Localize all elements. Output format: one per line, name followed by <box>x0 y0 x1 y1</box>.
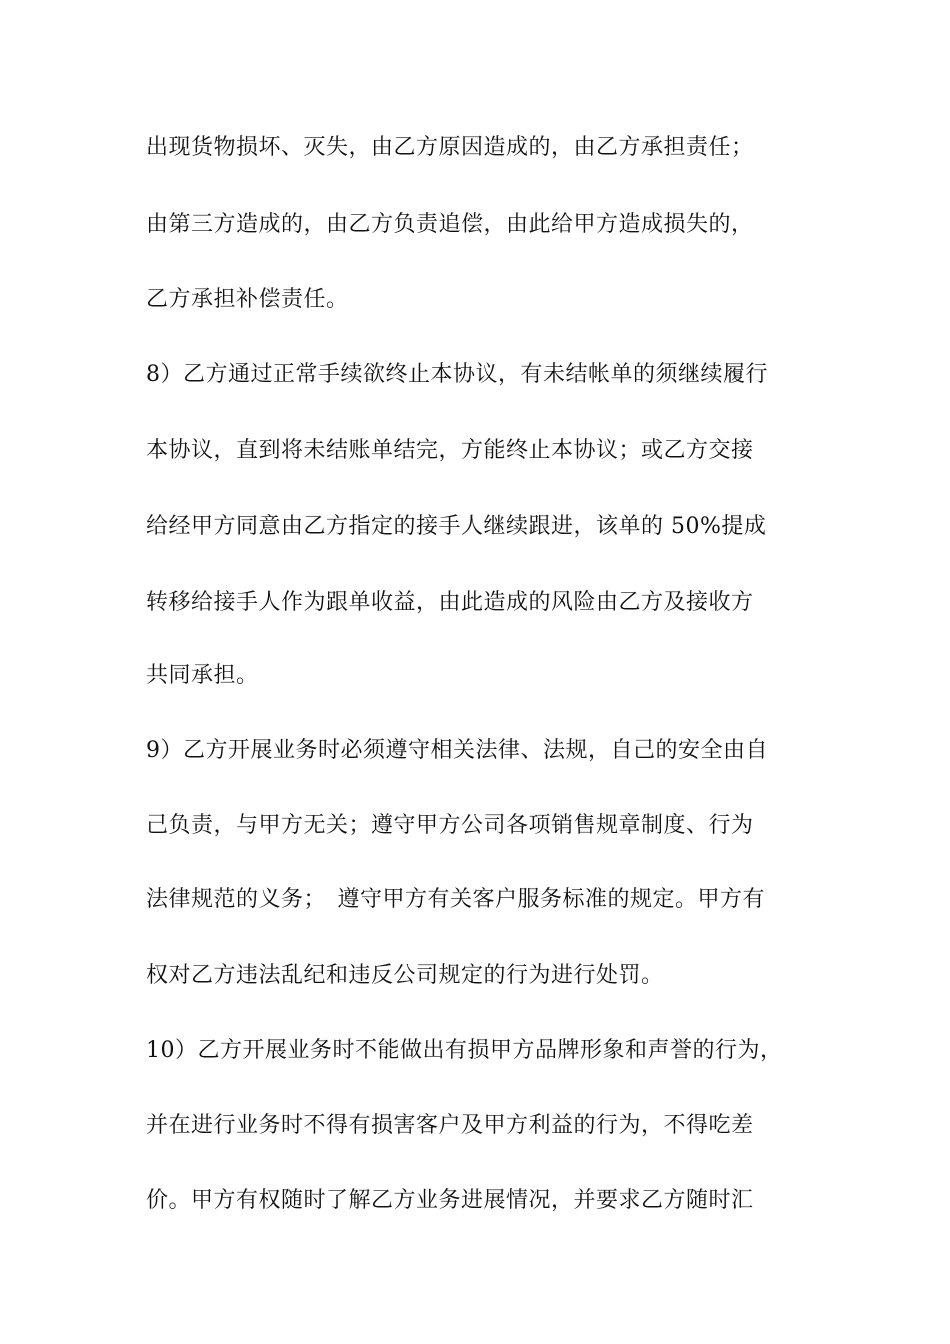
text-line: 己负责，与甲方无关；遵守甲方公司各项销售规章制度、行为 <box>146 813 754 838</box>
text-line: 9）乙方开展业务时必须遵守相关法律、法规，自己的安全由自 <box>146 738 768 763</box>
text-line: 价。甲方有权随时了解乙方业务进展情况，并要求乙方随时汇 <box>146 1188 754 1213</box>
text-line: 给经甲方同意由乙方指定的接手人继续跟进，该单的 50%提成 <box>146 514 767 539</box>
text-line: 出现货物损坏、灭失，由乙方原因造成的，由乙方承担责任； <box>146 135 754 160</box>
text-line: 权对乙方违法乱纪和违反公司规定的行为进行处罚。 <box>146 963 664 988</box>
text-line: 转移给接手人作为跟单收益，由此造成的风险由乙方及接收方 <box>146 590 754 615</box>
text-line: 共同承担。 <box>146 663 259 688</box>
text-line: 10）乙方开展业务时不能做出有损甲方品牌形象和声誉的行为， <box>146 1038 783 1063</box>
text-line: 本协议，直到将未结账单结完，方能终止本协议；或乙方交接 <box>146 438 754 463</box>
text-line: 8）乙方通过正常手续欲终止本协议，有未结帐单的须继续履行 <box>146 362 768 387</box>
text-line: 乙方承担补偿责任。 <box>146 287 349 312</box>
text-line: 并在进行业务时不得有损害客户及甲方利益的行为，不得吃差 <box>146 1113 754 1138</box>
text-line: 法律规范的义务； 遵守甲方有关客户服务标准的规定。甲方有 <box>146 887 766 912</box>
text-line: 由第三方造成的，由乙方负责追偿，由此给甲方造成损失的， <box>146 212 754 237</box>
